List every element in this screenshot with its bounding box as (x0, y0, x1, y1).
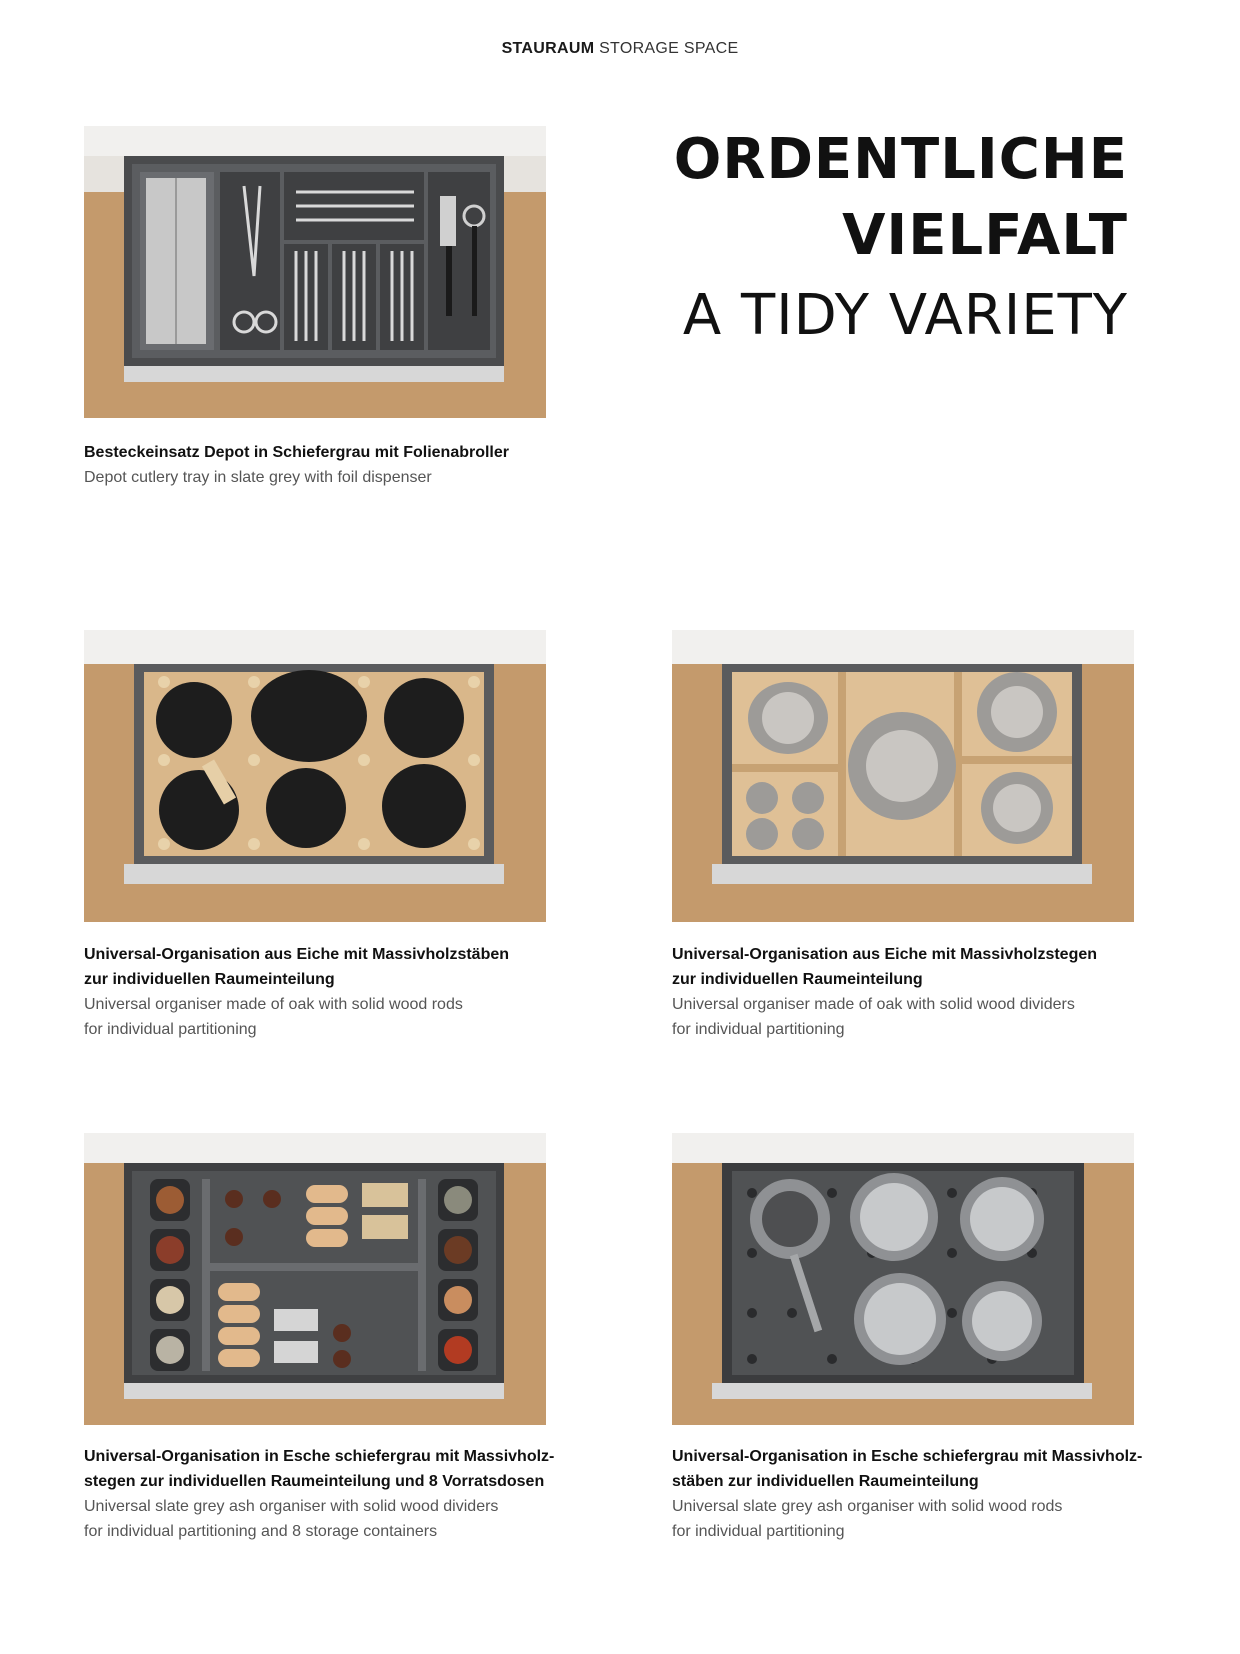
photo-oak-dividers-drawer (672, 630, 1134, 922)
caption-de-line2: zur individuellen Raumeinteilung (672, 971, 923, 988)
caption-de-line2: zur individuellen Raumeinteilung (84, 971, 335, 988)
caption-en-line1: Universal organiser made of oak with solid wood dividers (672, 996, 1075, 1013)
caption-en-line1: Depot cutlery tray in slate grey with foil dispenser (84, 469, 432, 486)
header-section-en: STORAGE SPACE (599, 40, 739, 57)
caption-en-line1: Universal slate grey ash organiser with solid wood rods (672, 1498, 1063, 1515)
photo-cutlery-drawer (84, 126, 546, 418)
caption-de-line1: Besteckeinsatz Depot in Schiefergrau mit Folienabroller (84, 444, 509, 461)
header-section: STAURAUM (501, 40, 595, 57)
photo-oak-rods-drawer (84, 630, 546, 922)
headline-en: A TIDY VARIETY (682, 283, 1128, 348)
caption-en-line2: for individual partitioning and 8 storage containers (84, 1523, 438, 1540)
caption-cutlery (84, 440, 584, 490)
caption-en-line2: for individual partitioning (84, 1021, 257, 1038)
photo-ash-rods-drawer (672, 1133, 1134, 1425)
page-header (0, 40, 1240, 58)
caption-oak-dividers (672, 942, 1172, 1042)
caption-ash-containers (84, 1444, 584, 1544)
caption-de-line2: stäben zur individuellen Raumeinteilung (672, 1473, 979, 1490)
caption-de-line1: Universal-Organisation aus Eiche mit Massivholzstäben (84, 946, 510, 963)
headline-de-line1: ORDENTLICHE (673, 127, 1128, 192)
caption-en-line1: Universal organiser made of oak with solid wood rods (84, 996, 463, 1013)
caption-de-line1: Universal-Organisation in Esche schiefergrau mit Massivholz- (84, 1448, 555, 1465)
caption-de-line2: stegen zur individuellen Raumeinteilung und 8 Vorratsdosen (84, 1473, 545, 1490)
caption-en-line1: Universal slate grey ash organiser with solid wood dividers (84, 1498, 499, 1515)
caption-oak-rods (84, 942, 584, 1042)
headline-de-line2: VIELFALT (842, 203, 1128, 268)
caption-en-line2: for individual partitioning (672, 1523, 845, 1540)
photo-ash-containers-drawer (84, 1133, 546, 1425)
caption-ash-rods (672, 1444, 1172, 1544)
page-headline (674, 122, 1128, 358)
caption-de-line1: Universal-Organisation aus Eiche mit Massivholzstegen (672, 946, 1098, 963)
caption-de-line1: Universal-Organisation in Esche schiefergrau mit Massivholz- (672, 1448, 1143, 1465)
caption-en-line2: for individual partitioning (672, 1021, 845, 1038)
